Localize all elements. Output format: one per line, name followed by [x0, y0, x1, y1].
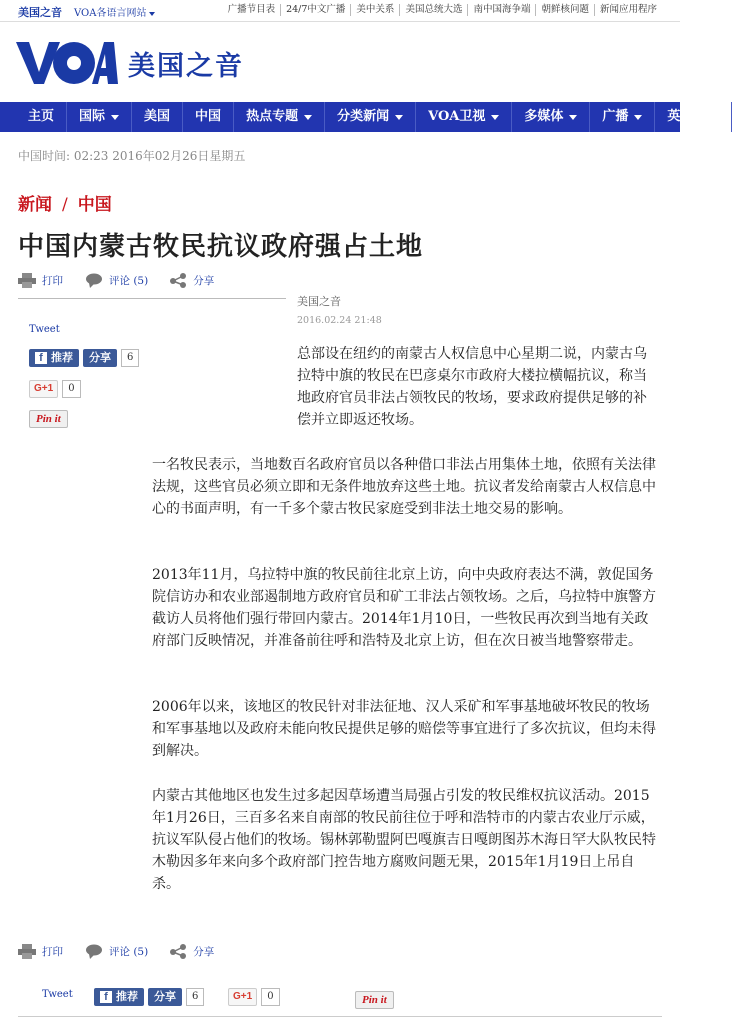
- voa-logo-icon: [16, 40, 118, 86]
- logo-text: 美国之音: [128, 50, 244, 82]
- comment-label: 评论 (5): [109, 946, 149, 958]
- facebook-share-button[interactable]: 分享: [148, 988, 182, 1006]
- article-paragraph: 内蒙古其他地区也发生过多起因草场遭当局强占引发的牧民维权抗议活动。2015年1月26日，三百多名来自南部的牧民前往位于呼和浩特市的内蒙古农业厅示威，抗议军队侵占他们的牧场。锡林郭勒盟阿巴嘎旗吉日嘎朗图苏木海日罕大队牧民特木勒因多年来向多个政府部门控告地方腐败问题无果，2015年1月19日上吊自杀。: [152, 788, 656, 892]
- nav-item-international[interactable]: [67, 102, 132, 132]
- china-time: 中国时间: 02:23 2016年02月26日星期五: [18, 149, 246, 163]
- top-link-247-radio[interactable]: 24/7中文广播: [280, 4, 350, 16]
- gplus-count: 0: [261, 988, 279, 1006]
- article-tools-bottom: [18, 944, 236, 959]
- facebook-count: 6: [121, 349, 139, 367]
- byline-date: 2016.02.24 21:48: [297, 315, 382, 326]
- top-link-election[interactable]: 美国总统大选: [399, 4, 467, 16]
- nav-label: VOA卫视: [428, 109, 486, 124]
- top-links: [223, 4, 662, 16]
- tools-divider: [18, 298, 286, 299]
- gplus-widget-bottom: [228, 988, 280, 1006]
- language-sites-label: VOA各语言网站: [74, 8, 147, 19]
- chevron-down-icon: [304, 115, 312, 120]
- breadcrumb: [18, 190, 112, 215]
- facebook-like-button[interactable]: [94, 988, 144, 1006]
- article-paragraph: 2006年以来，该地区的牧民针对非法征地、汉人采矿和军事基地破坏牧民的牧场和军事基地以及政府未能向牧民提供足够的赔偿等事宜进行了多次抗议，但均未得到解决。: [152, 699, 656, 759]
- comment-label: 评论 (5): [109, 275, 149, 287]
- top-link-schedule[interactable]: 广播节目表: [227, 4, 276, 15]
- facebook-count: 6: [186, 988, 204, 1006]
- breadcrumb-news[interactable]: 新闻: [18, 195, 52, 215]
- share-button-bottom[interactable]: [170, 944, 214, 959]
- printer-icon: [18, 273, 36, 288]
- nav-label: 分类新闻: [337, 109, 390, 124]
- footer-divider: [18, 1016, 662, 1017]
- nav-item-categories[interactable]: [325, 102, 416, 132]
- comment-icon: [85, 273, 103, 288]
- tweet-button[interactable]: Tweet: [29, 324, 60, 335]
- nav-label: 热点专题: [246, 109, 299, 124]
- share-button[interactable]: [170, 273, 214, 288]
- breadcrumb-separator: /: [62, 195, 68, 215]
- gplus-button[interactable]: G+1: [29, 380, 58, 398]
- chevron-down-icon: [149, 12, 155, 16]
- nav-item-china[interactable]: [183, 102, 234, 132]
- comment-icon: [85, 944, 103, 959]
- facebook-icon: f: [100, 991, 112, 1003]
- comment-button-bottom[interactable]: [85, 944, 148, 959]
- share-label: 分享: [193, 275, 215, 287]
- share-icon: [170, 273, 187, 288]
- site-logo[interactable]: [16, 40, 244, 86]
- nav-item-topics[interactable]: [234, 102, 325, 132]
- nav-label: 主页: [28, 109, 55, 124]
- chevron-down-icon: [111, 115, 119, 120]
- chevron-down-icon: [634, 115, 642, 120]
- nav-item-radio[interactable]: [590, 102, 655, 132]
- article-paragraph: 一名牧民表示，当地数百名政府官员以各种借口非法占用集体土地，依照有关法律法规，这些官员必须立即和无条件地放弃这些土地。抗议者发给南蒙古人权信息中心的书面声明，有一千多个蒙古牧民家庭受到非法土地交易的影响。: [152, 457, 656, 517]
- facebook-like-label: 推荐: [116, 990, 138, 1003]
- comment-button[interactable]: [85, 273, 148, 288]
- nav-label: 中国: [195, 109, 222, 124]
- facebook-like-button[interactable]: [29, 349, 79, 367]
- article-lead-paragraph: 总部设在纽约的南蒙古人权信息中心星期二说，内蒙古乌拉特中旗的牧民在巴彦桌尔市政府大楼拉横幅抗议，称当地政府官员非法占领牧民的牧场，要求政府提供足够的补偿并立即返还牧场。: [297, 346, 647, 428]
- tweet-button-bottom[interactable]: Tweet: [42, 989, 73, 1000]
- print-button[interactable]: [18, 273, 63, 288]
- breadcrumb-china[interactable]: 中国: [77, 195, 112, 215]
- share-icon: [170, 944, 187, 959]
- nav-label: 美国: [144, 109, 171, 124]
- facebook-icon: f: [35, 352, 47, 364]
- article-headline: 中国内蒙古牧民抗议政府强占土地: [18, 232, 424, 262]
- article-tools-top: [18, 273, 236, 288]
- language-sites-dropdown[interactable]: [74, 4, 155, 19]
- top-brand-link[interactable]: 美国之音: [18, 6, 62, 19]
- pinterest-button[interactable]: [29, 410, 68, 428]
- top-link-north-korea[interactable]: 朝鲜核问题: [535, 4, 594, 16]
- printer-icon: [18, 944, 36, 959]
- chevron-down-icon: [569, 115, 577, 120]
- facebook-widget: [29, 349, 139, 367]
- nav-label: 多媒体: [524, 109, 564, 124]
- print-button-bottom[interactable]: [18, 944, 63, 959]
- gplus-widget: [29, 380, 81, 398]
- nav-label: 广播: [602, 109, 629, 124]
- nav-label: 英语教学: [667, 109, 720, 124]
- print-label: 打印: [42, 275, 63, 287]
- facebook-widget-bottom: [94, 988, 204, 1006]
- chevron-down-icon: [491, 115, 499, 120]
- gplus-count: 0: [62, 380, 80, 398]
- facebook-like-label: 推荐: [51, 351, 73, 364]
- nav-item-multimedia[interactable]: [512, 102, 590, 132]
- share-label: 分享: [193, 946, 215, 958]
- nav-label: 国际: [79, 109, 106, 124]
- nav-item-voa-tv[interactable]: [416, 102, 512, 132]
- top-link-us-china[interactable]: 美中关系: [350, 4, 399, 16]
- pinterest-label: Pin it: [362, 994, 387, 1006]
- nav-item-english-learning[interactable]: [655, 102, 732, 132]
- gplus-button[interactable]: G+1: [228, 988, 257, 1006]
- main-nav: [0, 102, 720, 132]
- byline-author: 美国之音: [297, 295, 341, 308]
- print-label: 打印: [42, 946, 63, 958]
- nav-item-usa[interactable]: [132, 102, 183, 132]
- article-paragraph: 2013年11月，乌拉特中旗的牧民前往北京上访，向中央政府表达不满，敦促国务院信访办和农业部遏制地方政府官员和矿工非法占领牧场。之后，乌拉特中旗警方截访人员将他们强行带回内蒙古。2014年1月10日，一些牧民再次到当地有关政府部门反映情况，并准备前往呼和浩特及北京上访，但在次日被当地警察带走。: [152, 567, 656, 649]
- top-link-south-china-sea[interactable]: 南中国海争端: [467, 4, 535, 16]
- top-utility-bar: [0, 0, 680, 22]
- pinterest-button-bottom[interactable]: [355, 991, 394, 1009]
- top-link-news-apps[interactable]: 新闻应用程序: [594, 4, 662, 16]
- facebook-share-button[interactable]: 分享: [83, 349, 117, 367]
- pinterest-label: Pin it: [36, 413, 61, 425]
- chevron-down-icon: [395, 115, 403, 120]
- nav-item-home[interactable]: [0, 102, 67, 132]
